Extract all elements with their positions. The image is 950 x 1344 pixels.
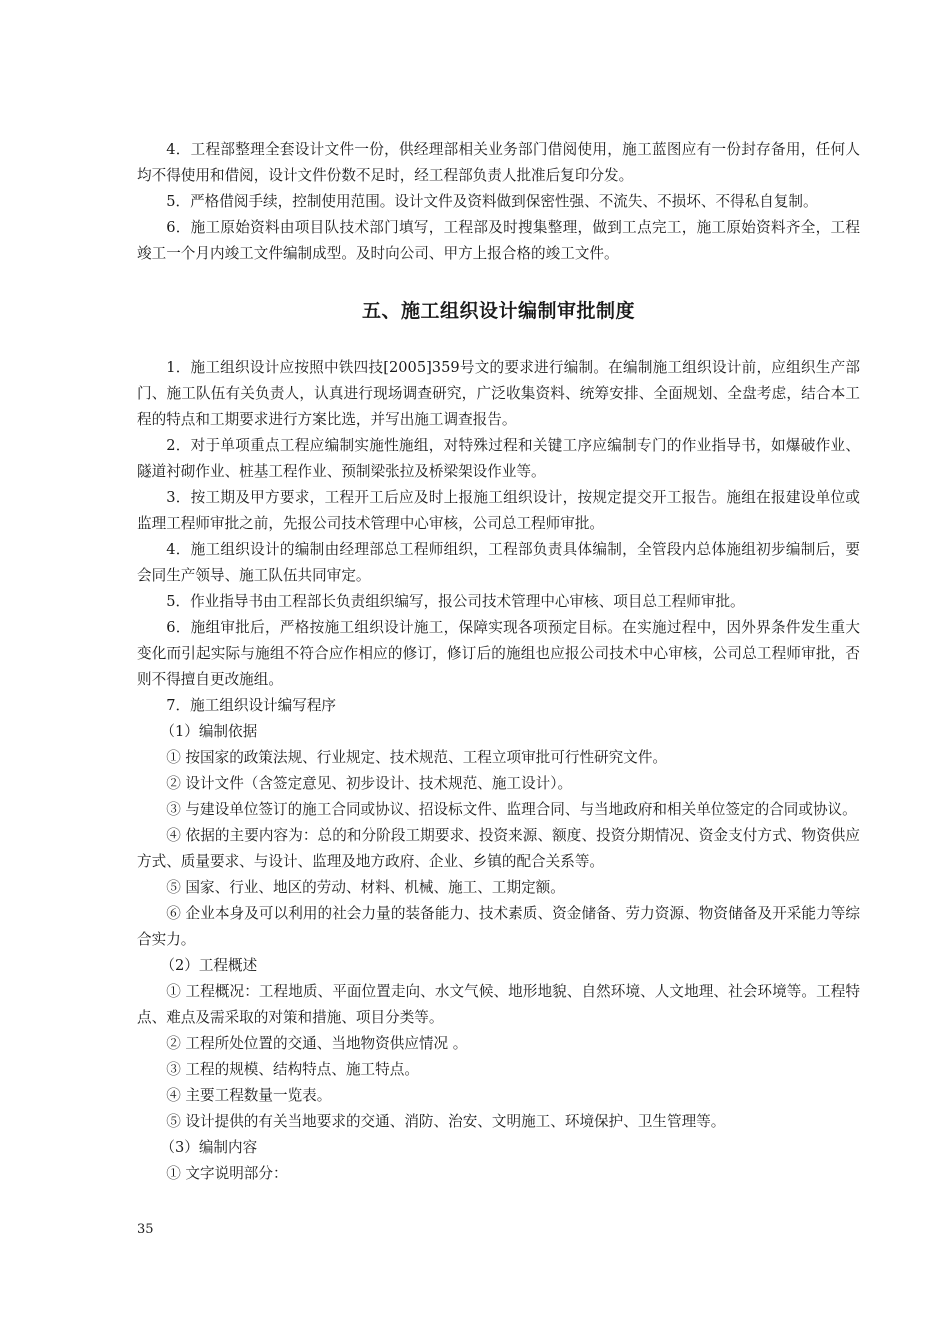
subsection-title-basis: （1）编制依据 xyxy=(160,723,258,740)
overview-item: ② 工程所处位置的交通、当地物资供应情况 。 xyxy=(166,1035,468,1052)
section-paragraph-1: 1．施工组织设计应按照中铁四技[2005]359号文的要求进行编制。在编制施工组织设计前，应组织生产部门、施工队伍有关负责人，认真进行现场调查研究，广泛收集资料、统筹安排、全面规划、全盘考虑，结合本工程的特点和工期要求进行方案比选，并写出施工调查报告。 xyxy=(137,359,860,428)
basis-item: ⑤ 国家、行业、地区的劳动、材料、机械、施工、工期定额。 xyxy=(166,879,565,896)
overview-item: ① 工程概况：工程地质、平面位置走向、水文气候、地形地貌、自然环境、人文地理、社会环境等。工程特点、难点及需采取的对策和措施、项目分类等。 xyxy=(137,983,860,1026)
paragraph-item-4: 4．工程部整理全套设计文件一份，供经理部相关业务部门借阅使用，施工蓝图应有一份封存备用，任何人均不得使用和借阅，设计文件份数不足时，经工程部负责人批准后复印分发。 xyxy=(137,141,860,184)
paragraph-item-6: 6．施工原始资料由项目队技术部门填写，工程部及时搜集整理，做到工点完工，施工原始资料齐全，工程竣工一个月内竣工文件编制成型。及时向公司、甲方上报合格的竣工文件。 xyxy=(137,219,860,262)
basis-item: ② 设计文件（含签定意见、初步设计、技术规范、施工设计）。 xyxy=(166,775,573,792)
basis-item: ⑥ 企业本身及可以利用的社会力量的装备能力、技术素质、资金储备、劳力资源、物资储备及开采能力等综合实力。 xyxy=(137,905,860,948)
overview-item: ③ 工程的规模、结构特点、施工特点。 xyxy=(166,1061,419,1078)
paragraph-item-5: 5．严格借阅手续，控制使用范围。设计文件及资料做到保密性强、不流失、不损坏、不得私自复制。 xyxy=(166,193,818,210)
content-item: ① 文字说明部分： xyxy=(166,1165,288,1182)
section-paragraph-2: 2．对于单项重点工程应编制实施性施组，对特殊过程和关键工序应编制专门的作业指导书，如爆破作业、隧道衬砌作业、桩基工程作业、预制梁张拉及桥梁架设作业等。 xyxy=(137,437,860,480)
subsection-title-overview: （2）工程概述 xyxy=(160,957,258,974)
section-title: 五、施工组织设计编制审批制度 xyxy=(361,300,635,322)
document-page xyxy=(137,137,860,1187)
section-paragraph-3: 3．按工期及甲方要求，工程开工后应及时上报施工组织设计，按规定提交开工报告。施组在报建设单位或监理工程师审批之前，先报公司技术管理中心审核，公司总工程师审批。 xyxy=(137,489,860,532)
basis-item: ① 按国家的政策法规、行业规定、技术规范、工程立项审批可行性研究文件。 xyxy=(166,749,668,766)
section-paragraph-5: 5．作业指导书由工程部长负责组织编写，报公司技术管理中心审核、项目总工程师审批。 xyxy=(166,593,745,610)
section-paragraph-7: 7．施工组织设计编写程序 xyxy=(166,697,337,714)
overview-item: ⑤ 设计提供的有关当地要求的交通、消防、治安、文明施工、环境保护、卫生管理等。 xyxy=(166,1113,726,1130)
subsection-title-content: （3）编制内容 xyxy=(160,1139,258,1156)
overview-item: ④ 主要工程数量一览表。 xyxy=(166,1087,332,1104)
section-paragraph-4: 4．施工组织设计的编制由经理部总工程师组织，工程部负责具体编制，全管段内总体施组初步编制后，要会同生产领导、施工队伍共同审定。 xyxy=(137,541,860,584)
basis-item: ③ 与建设单位签订的施工合同或协议、招设标文件、监理合同、与当地政府和相关单位签定的合同或协议。 xyxy=(166,801,857,818)
page-number: 35 xyxy=(137,1222,154,1237)
basis-item: ④ 依据的主要内容为：总的和分阶段工期要求、投资来源、额度、投资分期情况、资金支付方式、物资供应方式、质量要求、与设计、监理及地方政府、企业、乡镇的配合关系等。 xyxy=(137,827,860,870)
section-paragraph-6: 6．施组审批后，严格按施工组织设计施工，保障实现各项预定目标。在实施过程中，因外界条件发生重大变化而引起实际与施组不符合应作相应的修订，修订后的施组也应报公司技术中心审核，公司总工程师审批，否则不得擅自更改施组。 xyxy=(137,619,860,688)
